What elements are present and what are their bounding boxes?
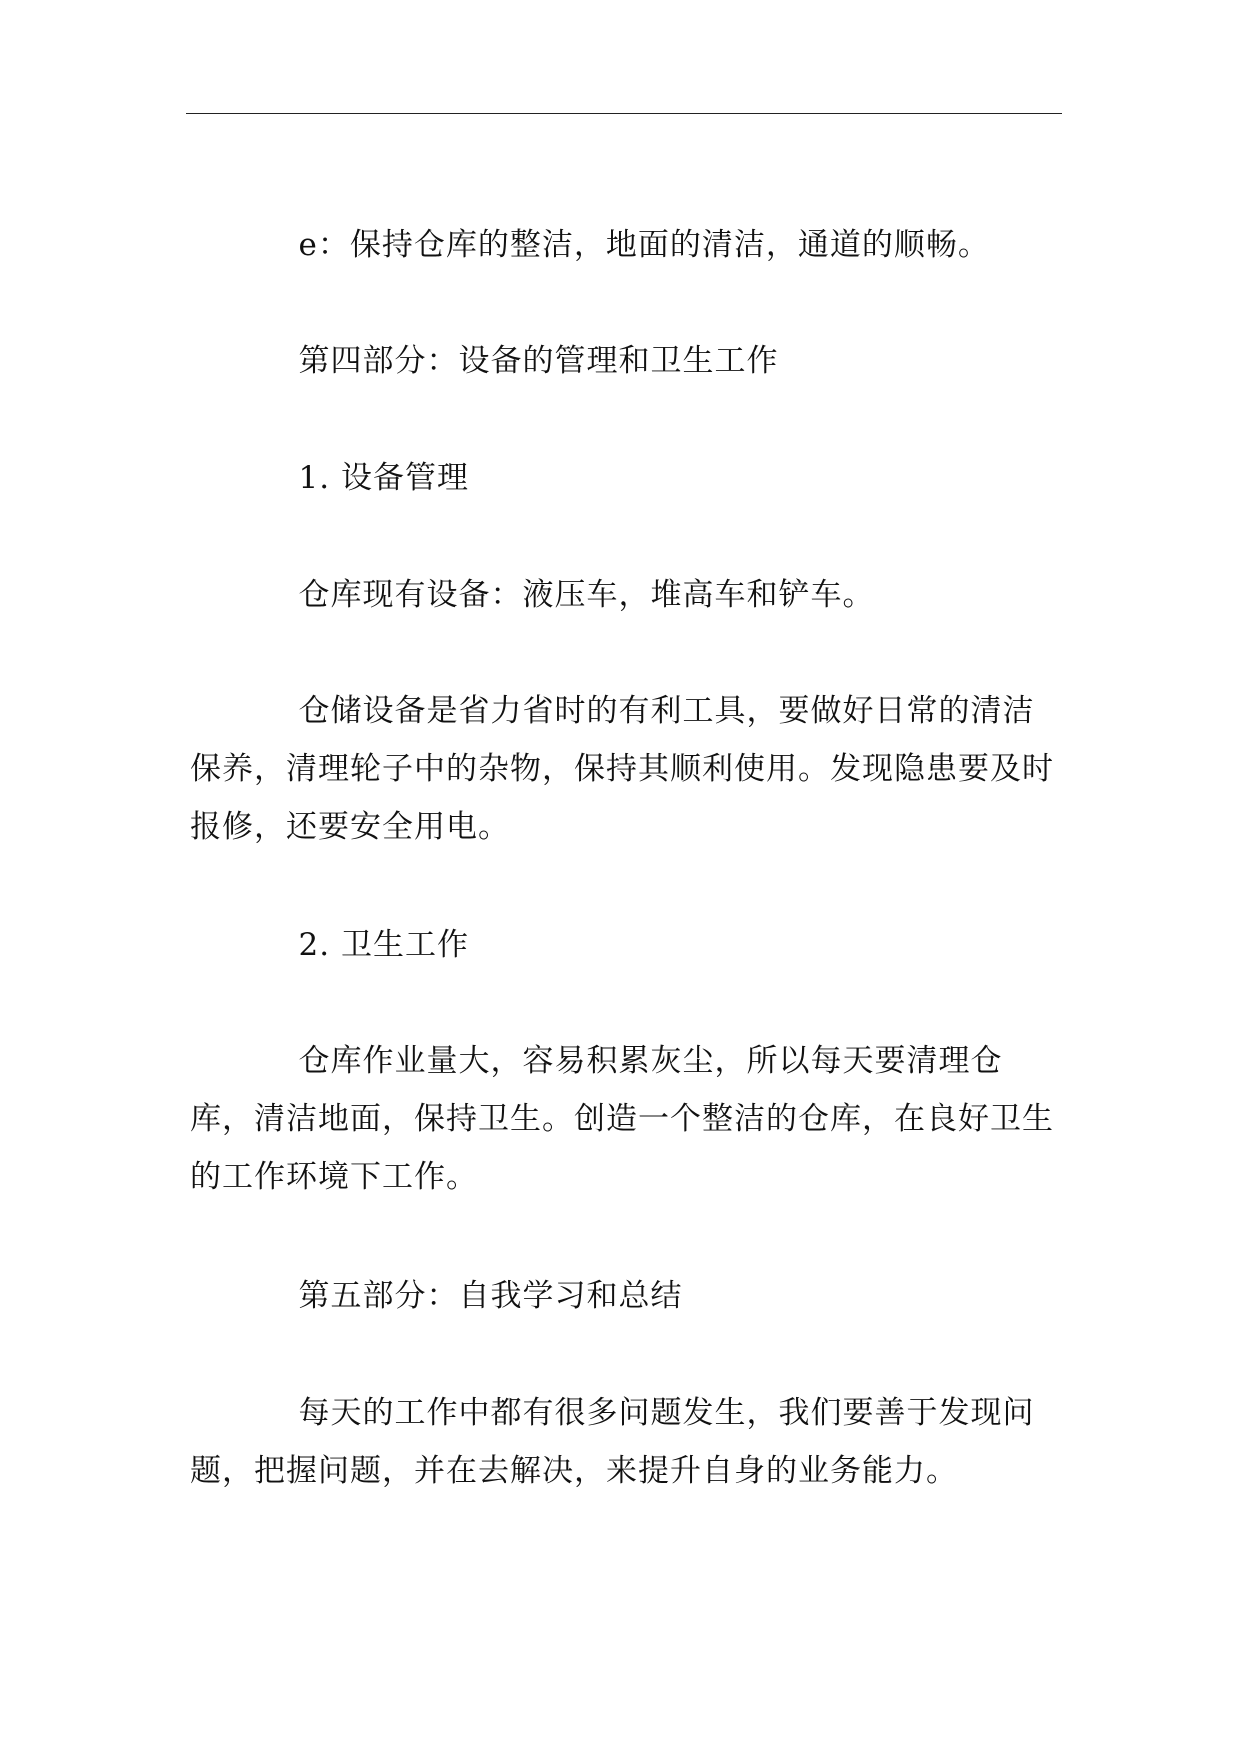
paragraph-keep-warehouse-clean: e：保持仓库的整洁，地面的清洁，通道的顺畅。 <box>190 227 990 263</box>
paragraph-equipment-maintenance: 仓储设备是省力省时的有利工具，要做好日常的清洁保养，清理轮子中的杂物，保持其顺利使用。发现隐患要及时报修，还要安全用电。 <box>190 693 1054 845</box>
paragraph-existing-equipment: 仓库现有设备：液压车，堆高车和铲车。 <box>190 577 875 613</box>
section-heading-part-four: 第四部分：设备的管理和卫生工作 <box>190 343 779 379</box>
header-rule <box>186 113 1062 114</box>
subheading-equipment-management: 1. 设备管理 <box>190 460 469 496</box>
paragraph-self-learning: 每天的工作中都有很多问题发生，我们要善于发现问题，把握问题，并在去解决，来提升自身的业务能力。 <box>190 1395 1035 1489</box>
subheading-hygiene-work: 2. 卫生工作 <box>190 927 469 963</box>
section-heading-part-five: 第五部分：自我学习和总结 <box>190 1278 683 1314</box>
paragraph-hygiene-details: 仓库作业量大，容易积累灰尘，所以每天要清理仓库，清洁地面，保持卫生。创造一个整洁的仓库，在良好卫生的工作环境下工作。 <box>190 1043 1054 1195</box>
